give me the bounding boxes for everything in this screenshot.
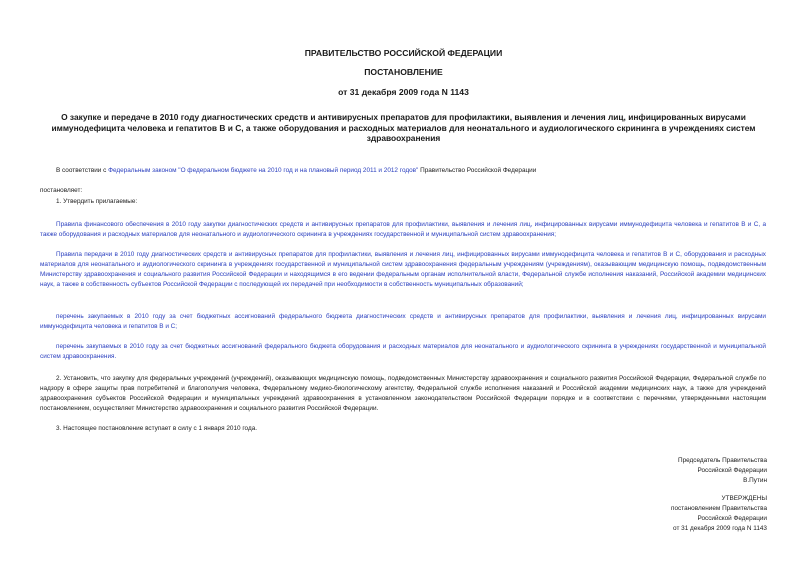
federal-law-link[interactable]: Федеральным законом "О федеральном бюджете на 2010 год и на плановый период 2011 и 2012 годов" — [108, 167, 419, 174]
drugs-list-link[interactable]: перечень закупаемых в 2010 году за счет бюджетных ассигнований федерального бюджета диагностических средств и антивирусных препаратов для профилактики, выявления и лечения лиц, инфицированных вирусами иммунодефицита человека и гепатитов В и С; — [40, 313, 766, 330]
approved-heading: УТВЕРЖДЕНЫ — [721, 495, 767, 502]
transfer-rules-link[interactable]: Правила передачи в 2010 году диагностических средств и антивирусных препаратов для профилактики, выявления и лечения лиц, инфицированных вирусами иммунодефицита человека и гепатитов В и С, оборудования и расходных материалов для неонатального и аудиологического скрининга в учреждениях государственной и муниципальной систем здравоохранения федеральным учреждениям (учреждениям), оказывающим медицинскую помощь, подведомственным Министерству здравоохранения и социального развития Российской Федерации и находящимся в его ведении федеральным органам исполнительной власти, Федеральной службе исполнения наказаний, Российской академии медицинских наук, а также в собственность субъектов Российской Федерации с последующей их передачей при необходимости в собственность муниципальных образований; — [40, 251, 766, 288]
approved-by: постановлением Правительства — [671, 505, 767, 512]
signature-name: В.Путин — [743, 477, 767, 484]
postanovlyaet-text: постановляет: — [40, 187, 83, 194]
intro-paragraph — [56, 166, 766, 176]
equipment-list-link[interactable]: перечень закупаемых в 2010 году за счет бюджетных ассигнований федерального бюджета оборудования и расходных материалов для неонатального и аудиологического скрининга в учреждениях государственной и муниципальной систем здравоохранения. — [40, 343, 766, 360]
document-date-number: от 31 декабря 2009 года N 1143 — [338, 87, 469, 97]
signature-block — [678, 456, 767, 486]
signature-position: Председатель Правительства — [678, 457, 767, 464]
item-1-text: 1. Утвердить прилагаемые: — [56, 198, 138, 205]
approved-date: от 31 декабря 2009 года N 1143 — [673, 525, 767, 532]
intro-suffix: Правительство Российской Федерации — [418, 167, 537, 174]
document-type-heading: ПОСТАНОВЛЕНИЕ — [364, 67, 443, 77]
approved-block — [671, 494, 767, 534]
document-title: О закупке и передаче в 2010 году диагностических средств и антивирусных препаратов для профилактики, выявления и лечения лиц, инфицированных вирусами иммунодефицита человека и гепатитов В и С, а также оборудования и расходных материалов для неонатального и аудиологического скрининга в учреждениях систем здравоохранения — [51, 112, 756, 144]
item-2-text: 2. Установить, что закупку для федеральных учреждений (учреждений), оказывающих медицинскую помощь, подведомственных Министерству здравоохранения и социального развития Российской Федерации, Федеральной службе по надзору в сфере защиты прав потребителей и благополучия человека, Федеральному медико-биологическому агентству, Федеральной службе исполнения наказаний и Российской академии медицинских наук, а также для учреждений здравоохранения субъектов Российской Федерации и муниципальных учреждений здравоохранения в установленном законодательством Российской Федерации порядке и в соответствии с перечнями, утвержденными настоящим постановлением, осуществляет Министерство здравоохранения и социального развития Российской Федерации. — [40, 375, 766, 412]
approved-country: Российской Федерации — [697, 515, 767, 522]
intro-prefix: В соответствии с — [56, 167, 109, 174]
financing-rules-link[interactable]: Правила финансового обеспечения в 2010 году закупки диагностических средств и антивирусных препаратов для профилактики, выявления и лечения лиц, инфицированных вирусами иммунодефицита человека и гепатитов В и С, а также оборудования и расходных материалов для неонатального и аудиологического скрининга в учреждениях государственной и муниципальной систем здравоохранения; — [40, 221, 766, 238]
government-heading: ПРАВИТЕЛЬСТВО РОССИЙСКОЙ ФЕДЕРАЦИИ — [304, 48, 503, 58]
signature-country: Российской Федерации — [697, 467, 767, 474]
item-3-text: 3. Настоящее постановление вступает в силу с 1 января 2010 года. — [56, 425, 258, 432]
